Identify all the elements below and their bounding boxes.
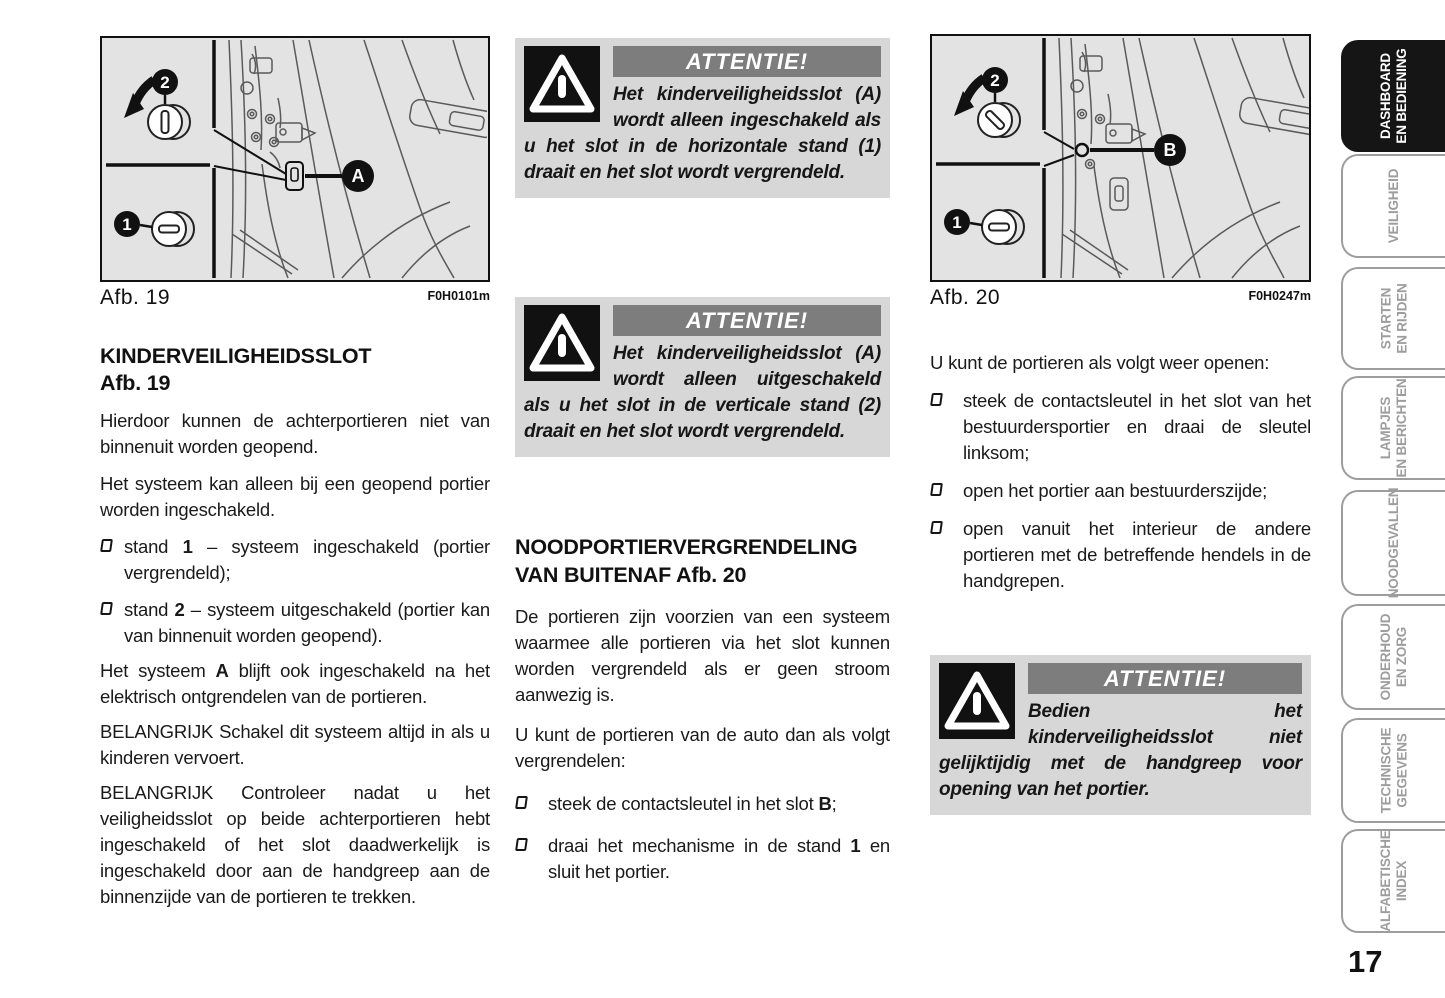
list-item-bold: 1: [850, 835, 861, 856]
left-column: [100, 36, 490, 910]
lock-position-1: [114, 211, 194, 246]
svg-text:2: 2: [160, 73, 170, 92]
list-item: [515, 791, 890, 817]
lock-position-1: [944, 209, 1024, 244]
list-item-text: – systeem ingeschakeld (portier vergrendeld);: [124, 536, 490, 583]
tab-label-line: VEILIGHEID: [1386, 168, 1401, 244]
tab-label-line: ONDERHOUD: [1378, 613, 1393, 701]
list-item: [930, 478, 1311, 504]
square-bullet-icon: [930, 393, 943, 406]
svg-text:1: 1: [122, 215, 132, 234]
tab-label-line: STARTEN: [1378, 287, 1393, 350]
tab-noodgevallen[interactable]: [1341, 487, 1445, 599]
lock-position-2: [978, 67, 1020, 137]
list-item-text: stand: [124, 599, 175, 620]
list-item-text: open vanuit het interieur de andere portieren met de betreffende hendels in de handgrepen.: [963, 518, 1311, 591]
square-bullet-icon: [515, 838, 528, 851]
tab-label-line: ALFABETISCHE: [1378, 830, 1393, 932]
heading-line2: Afb. 19: [100, 371, 171, 395]
svg-text:A: A: [351, 166, 365, 186]
warning-header: ATTENTIE!: [613, 305, 881, 336]
list-item-text: open het portier aan bestuurderszijde;: [963, 480, 1268, 501]
heading-line1: NOODPORTIERVERGRENDELING: [515, 535, 858, 559]
paragraph: Het systeem kan alleen bij een geopend portier worden ingeschakeld.: [100, 473, 490, 520]
list-item-bold: 2: [174, 599, 185, 620]
list-item-text: stand: [124, 536, 183, 557]
figure-afb-19: [100, 36, 490, 282]
tab-label-line: LAMPJES: [1378, 396, 1393, 460]
paragraph: De portieren zijn voorzien van een systeem waarmee alle portieren via het slot kunnen worden vergrendeld als er geen stroom aanwezig is.: [515, 606, 890, 705]
list-item-bold: 1: [182, 536, 193, 557]
tab-starten-en-rijden[interactable]: [1341, 267, 1445, 370]
marker-A: [305, 160, 374, 192]
svg-text:1: 1: [952, 213, 962, 232]
paragraph: U kunt de portieren van de auto dan als volgt vergrendelen:: [515, 724, 890, 771]
paragraph: [100, 658, 490, 710]
list-item: [930, 388, 1311, 466]
door-lock-illustration-20: [932, 36, 1309, 280]
tab-lampjes-en-berichten[interactable]: [1341, 376, 1445, 480]
warning-triangle-icon: [524, 46, 600, 122]
paragraph-text: Het systeem: [100, 660, 216, 681]
list-item-text: steek de contactsleutel in het slot van het bestuurdersportier en draai de sleutel linksom;: [963, 390, 1311, 463]
warning-text: Het kinderveiligheidsslot (A) wordt alleen ingeschakeld als u het slot in de horizontale stand (1) draait en het slot wordt vergrendeld.: [524, 84, 881, 183]
tab-label-line: EN BEDIENING: [1394, 48, 1409, 144]
figure-19-code: F0H0101m: [427, 289, 490, 303]
list-item: [930, 516, 1311, 594]
list-item-bold: B: [818, 793, 832, 814]
tab-onderhoud-en-zorg[interactable]: [1341, 604, 1445, 710]
section-heading-noodportiervergrendeling: [515, 533, 890, 589]
warning-header: ATTENTIE!: [1028, 663, 1302, 694]
emergency-lock-knob: [1076, 144, 1088, 156]
door-line-art: [229, 40, 487, 278]
svg-text:2: 2: [990, 71, 1000, 90]
warning-box: [515, 297, 890, 457]
page-number: 17: [1348, 944, 1383, 979]
square-bullet-icon: [930, 483, 943, 496]
marker-B: [1090, 134, 1186, 166]
figure-20-code: F0H0247m: [1248, 289, 1311, 303]
list-item-text: ;: [831, 793, 837, 814]
tab-label-line: EN BERICHTEN: [1394, 378, 1409, 478]
tab-technische-gegevens[interactable]: [1341, 718, 1445, 823]
paragraph: BELANGRIJK Schakel dit systeem altijd in als u kinderen vervoert.: [100, 721, 490, 768]
heading-line2: VAN BUITENAF Afb. 20: [515, 563, 747, 587]
door-lock-illustration-19: [102, 38, 487, 280]
warning-box: [515, 38, 890, 198]
tab-label-line: EN ZORG: [1394, 626, 1409, 688]
square-bullet-icon: [930, 521, 943, 534]
svg-text:B: B: [1163, 140, 1177, 160]
square-bullet-icon: [100, 602, 113, 615]
warning-triangle-icon: [524, 305, 600, 381]
paragraph: U kunt de portieren als volgt weer openen:: [930, 352, 1270, 373]
section-heading-kinderveiligheidsslot: [100, 343, 490, 397]
paragraph-text: blijft ook ingeschakeld na het elektrisch ontgrendelen van de portieren.: [100, 660, 491, 707]
heading-line1: KINDERVEILIGHEIDSSLOT: [100, 344, 372, 368]
list-item: [515, 833, 890, 885]
middle-column: [515, 38, 890, 885]
warning-box: [930, 655, 1311, 815]
figure-19-caption: Afb. 19: [100, 286, 171, 309]
tab-alfabetische-index[interactable]: [1341, 829, 1445, 933]
paragraph-bold: A: [215, 660, 229, 681]
tab-label-line: NOODGEVALLEN: [1386, 487, 1401, 599]
turn-arrow-icon: [954, 78, 984, 116]
square-bullet-icon: [100, 539, 113, 552]
tab-label-line: EN RIJDEN: [1394, 283, 1409, 354]
door-line-art: [1059, 38, 1309, 278]
list-item-text: draai het mechanisme in de stand: [548, 835, 851, 856]
list-item-text: steek de contactsleutel in het slot: [548, 793, 819, 814]
turn-arrow-icon: [124, 80, 154, 118]
tab-label-line: DASHBOARD: [1378, 53, 1393, 139]
list-item: [100, 597, 490, 649]
paragraph: BELANGRIJK Controleer nadat u het veiligheidsslot op beide achterportieren hebt ingeschakeld of het slot daadwerkelijk is ingeschakeld door aan de handgreep aan de binnenzijde van de portieren te trekken.: [100, 782, 490, 907]
warning-header: ATTENTIE!: [613, 46, 881, 77]
lock-position-2: [148, 69, 190, 139]
paragraph: Hierdoor kunnen de achterportieren niet van binnenuit worden geopend.: [100, 410, 490, 457]
figure-afb-20: [930, 34, 1311, 282]
tab-label-line: GEGEVENS: [1394, 733, 1409, 808]
warning-triangle-icon: [939, 663, 1015, 739]
tab-label-line: TECHNISCHE: [1378, 727, 1393, 814]
child-lock-device: [286, 162, 303, 190]
list-item-text: en sluit het portier.: [548, 835, 891, 882]
list-item: [100, 534, 490, 586]
list-item-text: – systeem uitgeschakeld (portier kan van binnenuit worden geopend).: [124, 599, 490, 646]
square-bullet-icon: [515, 796, 528, 809]
warning-text: Bedien het kinderveiligheidsslot niet gelijktijdig met de handgreep voor opening van het portier.: [939, 701, 1302, 800]
tab-veiligheid[interactable]: [1341, 154, 1445, 258]
figure-20-caption: Afb. 20: [930, 286, 1001, 309]
tab-dashboard-en-bediening[interactable]: [1341, 40, 1445, 152]
right-column: [930, 34, 1311, 815]
tab-label-line: INDEX: [1394, 860, 1409, 902]
warning-text: Het kinderveiligheidsslot (A) wordt alleen uitgeschakeld als u het slot in de verticale stand (2) draait en het slot wordt vergrendeld.: [524, 343, 881, 442]
